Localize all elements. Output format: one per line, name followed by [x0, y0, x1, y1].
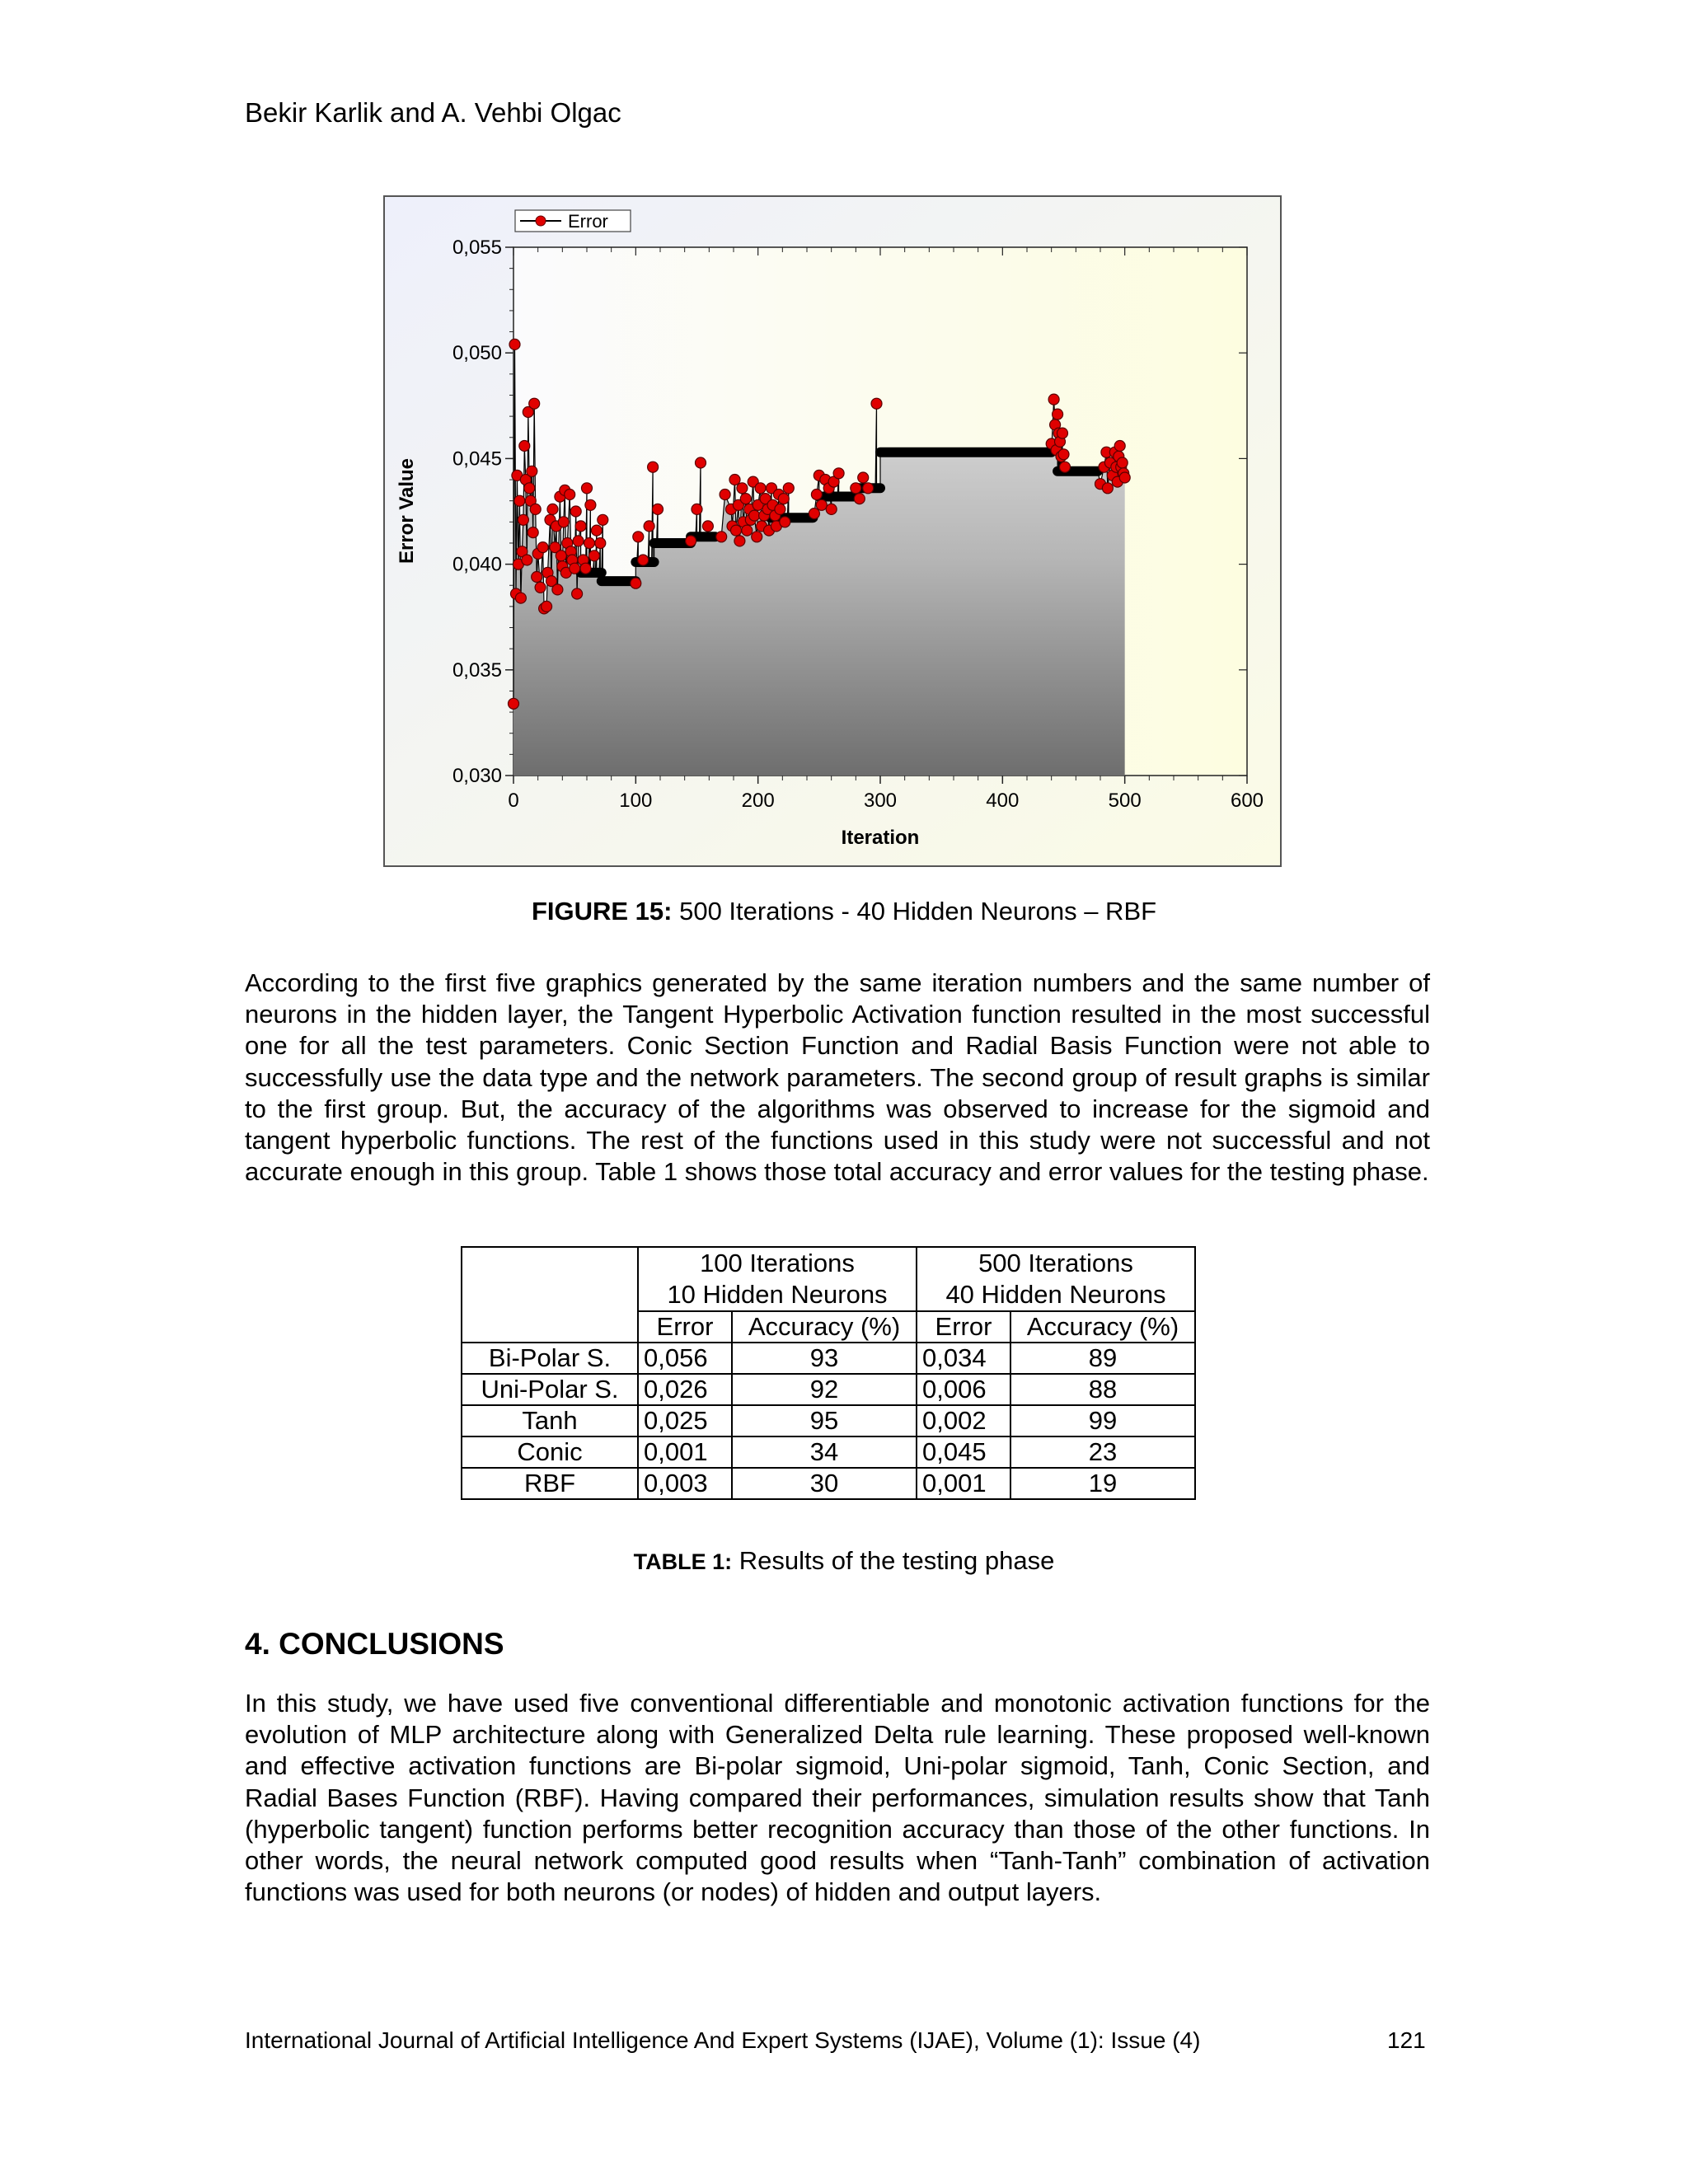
figure-caption: [0, 897, 1688, 926]
x-tick-label: 100: [619, 790, 653, 812]
results-table: [461, 1246, 1196, 1500]
row-name: RBF: [462, 1468, 638, 1499]
table-row: [462, 1405, 1195, 1436]
table-label: TABLE 1:: [633, 1549, 733, 1574]
data-point: [515, 593, 526, 603]
data-point: [509, 698, 519, 709]
data-point: [532, 572, 542, 583]
data-point: [1117, 457, 1128, 468]
x-tick-label: 0: [508, 790, 519, 812]
x-tick-label: 200: [741, 790, 775, 812]
data-point: [1058, 449, 1069, 460]
cell-accuracy-1: 92: [732, 1374, 917, 1405]
data-point: [780, 517, 790, 527]
x-tick-label: 300: [863, 790, 898, 812]
data-point: [775, 504, 785, 514]
group1-iterations: 100 Iterations: [700, 1249, 855, 1277]
error-chart: [383, 195, 1282, 867]
cell-error-2: 0,006: [917, 1374, 1010, 1405]
table-row: [462, 1468, 1195, 1499]
cell-error-1: 0,025: [638, 1405, 732, 1436]
x-tick-label: 600: [1230, 790, 1264, 812]
cell-error-1: 0,026: [638, 1374, 732, 1405]
col-accuracy-1: Accuracy (%): [732, 1311, 917, 1343]
data-point: [528, 527, 538, 538]
row-name: Bi-Polar S.: [462, 1343, 638, 1374]
data-point: [734, 536, 745, 546]
cell-error-2: 0,001: [917, 1468, 1010, 1499]
data-point: [547, 504, 558, 514]
table-row: [462, 1343, 1195, 1374]
data-point: [588, 551, 599, 561]
data-point: [737, 483, 748, 494]
data-point: [778, 494, 789, 504]
data-point: [811, 490, 822, 500]
y-tick-label: 0,045: [452, 448, 502, 471]
data-point: [863, 483, 874, 494]
data-point: [742, 525, 753, 536]
data-point: [653, 504, 663, 514]
data-point: [573, 536, 584, 546]
cell-error-2: 0,045: [917, 1436, 1010, 1468]
data-point: [585, 499, 596, 510]
data-point: [591, 525, 602, 536]
data-point: [644, 521, 654, 532]
footer-journal: International Journal of Artificial Intelligence And Expert Systems (IJAE), Volume (1): Issue (4): [245, 2027, 1201, 2053]
cell-error-2: 0,034: [917, 1343, 1010, 1374]
data-point: [816, 499, 827, 510]
group1-header: [638, 1247, 917, 1311]
data-point: [740, 494, 751, 504]
cell-accuracy-1: 34: [732, 1436, 917, 1468]
figure-caption-text: 500 Iterations - 40 Hidden Neurons – RBF: [672, 897, 1157, 926]
data-point: [572, 588, 583, 599]
data-point: [633, 532, 644, 542]
cell-accuracy-2: 99: [1010, 1405, 1195, 1436]
data-point: [1057, 428, 1068, 438]
y-tick-label: 0,030: [452, 765, 502, 787]
data-point: [527, 466, 537, 476]
legend-entry-error: Error: [568, 211, 608, 232]
data-point: [556, 551, 566, 561]
data-point: [580, 563, 591, 574]
data-point: [598, 514, 608, 525]
data-point: [686, 536, 696, 546]
table-row: [462, 1436, 1195, 1468]
data-point: [783, 483, 794, 494]
data-point: [518, 514, 528, 525]
data-point: [529, 398, 540, 409]
y-tick-label: 0,040: [452, 553, 502, 576]
cell-error-2: 0,002: [917, 1405, 1010, 1436]
data-point: [519, 441, 530, 452]
data-point: [729, 475, 740, 485]
y-tick-label: 0,050: [452, 342, 502, 365]
data-point: [858, 472, 869, 483]
cell-accuracy-2: 88: [1010, 1374, 1195, 1405]
data-point: [696, 457, 706, 468]
cell-accuracy-2: 19: [1010, 1468, 1195, 1499]
table-row: [462, 1374, 1195, 1405]
x-tick-label: 400: [986, 790, 1020, 812]
data-point: [716, 532, 727, 542]
group2-neurons: 40 Hidden Neurons: [945, 1280, 1166, 1309]
x-axis-label: Iteration: [841, 827, 920, 849]
data-point: [1053, 409, 1063, 419]
data-point: [826, 504, 837, 514]
data-point: [595, 538, 606, 549]
data-point: [530, 504, 541, 514]
table-caption-text: Results of the testing phase: [732, 1546, 1055, 1575]
group2-iterations: 500 Iterations: [978, 1249, 1133, 1277]
col-error-2: Error: [917, 1311, 1010, 1343]
group1-neurons: 10 Hidden Neurons: [667, 1280, 888, 1309]
data-point: [524, 483, 535, 494]
cell-accuracy-1: 30: [732, 1468, 917, 1499]
data-point: [535, 582, 546, 593]
data-point: [1060, 462, 1071, 472]
page-number: 121: [1387, 2027, 1426, 2053]
group2-header: [917, 1247, 1195, 1311]
data-point: [575, 521, 586, 532]
cell-accuracy-1: 93: [732, 1343, 917, 1374]
col-accuracy-2: Accuracy (%): [1010, 1311, 1195, 1343]
data-point: [702, 521, 713, 532]
data-point: [631, 578, 641, 588]
data-point: [1119, 472, 1130, 483]
chart-legend: [515, 210, 631, 232]
cell-error-1: 0,003: [638, 1468, 732, 1499]
data-point: [537, 542, 548, 553]
data-point: [749, 510, 760, 521]
data-point: [582, 483, 593, 494]
conclusions-paragraph: In this study, we have used five conventional differentiable and monotonic activation functions for the evolution of MLP architecture along with Generalized Delta rule learning. These proposed well-known and effective activation functions are Bi-polar sigmoid, Uni-polar sigmoid, Tanh, Conic Section, and Radial Bases Function (RBF). Having compared their performances, simulation results show that Tanh (hyperbolic tangent) function performs better recognition accuracy than those of the other functions. In other words, the neural network computed good results when “Tanh-Tanh” combination of activation functions was used for both neurons (or nodes) of hidden and output layers.: [245, 1689, 1430, 1907]
data-point: [755, 483, 766, 494]
data-point: [809, 509, 819, 519]
data-point: [638, 555, 649, 565]
table-caption: [0, 1546, 1688, 1576]
data-point: [1048, 394, 1059, 405]
data-point: [871, 398, 882, 409]
data-point: [1114, 441, 1125, 452]
data-point: [692, 504, 702, 514]
data-point: [509, 339, 520, 349]
running-header: Bekir Karlik and A. Vehbi Olgac: [245, 97, 621, 128]
data-point: [854, 494, 865, 504]
data-point: [833, 468, 844, 479]
data-point: [542, 601, 552, 612]
table-empty-header-cell: [462, 1247, 638, 1343]
data-point: [851, 483, 861, 494]
data-point: [514, 495, 525, 506]
cell-accuracy-2: 89: [1010, 1343, 1195, 1374]
figure-label: FIGURE 15:: [531, 897, 673, 926]
data-point: [570, 563, 580, 574]
cell-error-1: 0,056: [638, 1343, 732, 1374]
y-axis-label: Error Value: [396, 457, 418, 565]
results-paragraph: According to the first five graphics generated by the same iteration numbers and the same number of neurons in the hidden layer, the Tangent Hyperbolic Activation function resulted in the most successful one for all the test parameters. Conic Section Function and Radial Basis Function were not able to successfully use the data type and the network parameters. The second group of result graphs is similar to the first group. But, the accuracy of the algorithms was observed to increase for the sigmoid and tangent hyperbolic functions. The rest of the functions used in this study were not successful and not accurate enough in this group. Table 1 shows those total accuracy and error values for the testing phase.: [245, 968, 1430, 1187]
y-tick-label: 0,055: [452, 237, 502, 259]
data-point: [558, 517, 569, 527]
data-point: [552, 584, 563, 595]
data-point: [752, 532, 762, 542]
row-name: Tanh: [462, 1405, 638, 1436]
data-point: [720, 490, 730, 500]
data-point: [570, 506, 581, 517]
data-point: [648, 462, 659, 472]
cell-error-1: 0,001: [638, 1436, 732, 1468]
data-point: [584, 538, 595, 549]
data-point: [565, 490, 575, 500]
section-title: 4. CONCLUSIONS: [245, 1627, 504, 1661]
col-error-1: Error: [638, 1311, 732, 1343]
row-name: Uni-Polar S.: [462, 1374, 638, 1405]
data-point: [731, 525, 742, 536]
data-point: [1102, 483, 1113, 494]
cell-accuracy-1: 95: [732, 1405, 917, 1436]
error-chart-svg: [385, 197, 1280, 865]
row-name: Conic: [462, 1436, 638, 1468]
data-point: [522, 555, 532, 565]
cell-accuracy-2: 23: [1010, 1436, 1195, 1468]
x-tick-label: 500: [1108, 790, 1142, 812]
y-tick-label: 0,035: [452, 658, 502, 682]
